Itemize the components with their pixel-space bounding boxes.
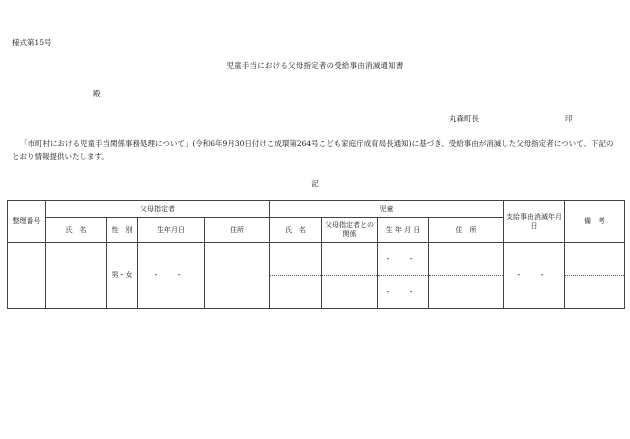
header-parent-name: 氏 名 — [46, 218, 107, 243]
cell-parent-dob[interactable]: ・ ・ — [138, 243, 205, 309]
cell-child-address-2[interactable] — [429, 276, 504, 309]
header-seiri-number: 整理番号 — [8, 201, 46, 243]
cell-remarks-2[interactable] — [565, 276, 625, 309]
cell-seiri-number[interactable] — [8, 243, 46, 309]
info-table — [7, 200, 625, 309]
header-child-address: 住 所 — [429, 218, 504, 243]
sender-name: 丸森町長 — [449, 114, 479, 123]
header-child-name: 氏 名 — [270, 218, 322, 243]
cell-child-relation-1[interactable] — [322, 243, 378, 276]
header-child-dob: 生 年 月 日 — [378, 218, 429, 243]
cell-child-name-1[interactable] — [270, 243, 322, 276]
body-paragraph: 「市町村における児童手当関係事務処理について」(令和6年9月30日付けこ成環第264号こども家庭庁成育局長通知)に基づき、受給事由が消滅した父母指定者について、下記のとおり情報提供いたします。 — [12, 139, 614, 161]
seal-mark: 印 — [565, 114, 573, 123]
header-parent-address: 住所 — [205, 218, 270, 243]
cell-child-relation-2[interactable] — [322, 276, 378, 309]
header-parent-sex: 性 別 — [107, 218, 138, 243]
header-child-group: 児童 — [270, 201, 504, 218]
ki-heading: 記 — [311, 179, 319, 188]
cell-parent-sex[interactable]: 男・女 — [107, 243, 138, 309]
cell-parent-name[interactable] — [46, 243, 107, 309]
document-title: 児童手当における父母指定者の受給事由消滅通知書 — [226, 61, 404, 70]
header-parent-group: 父母指定者 — [46, 201, 270, 218]
header-child-relation: 父母指定者との関係 — [322, 218, 378, 243]
form-number: 様式第15号 — [12, 38, 52, 47]
cell-child-dob-2[interactable]: ・ ・ — [378, 276, 429, 309]
addressee-suffix: 殿 — [93, 89, 101, 98]
header-parent-dob: 生年月日 — [138, 218, 205, 243]
cell-child-name-2[interactable] — [270, 276, 322, 309]
cell-end-date[interactable]: ・ ・ — [504, 243, 565, 309]
cell-child-dob-1[interactable]: ・ ・ — [378, 243, 429, 276]
cell-parent-address[interactable] — [205, 243, 270, 309]
cell-child-address-1[interactable] — [429, 243, 504, 276]
cell-remarks-1[interactable] — [565, 243, 625, 276]
header-end-date: 支給事由消滅年月日 — [504, 201, 565, 243]
header-remarks: 備 考 — [565, 201, 625, 243]
